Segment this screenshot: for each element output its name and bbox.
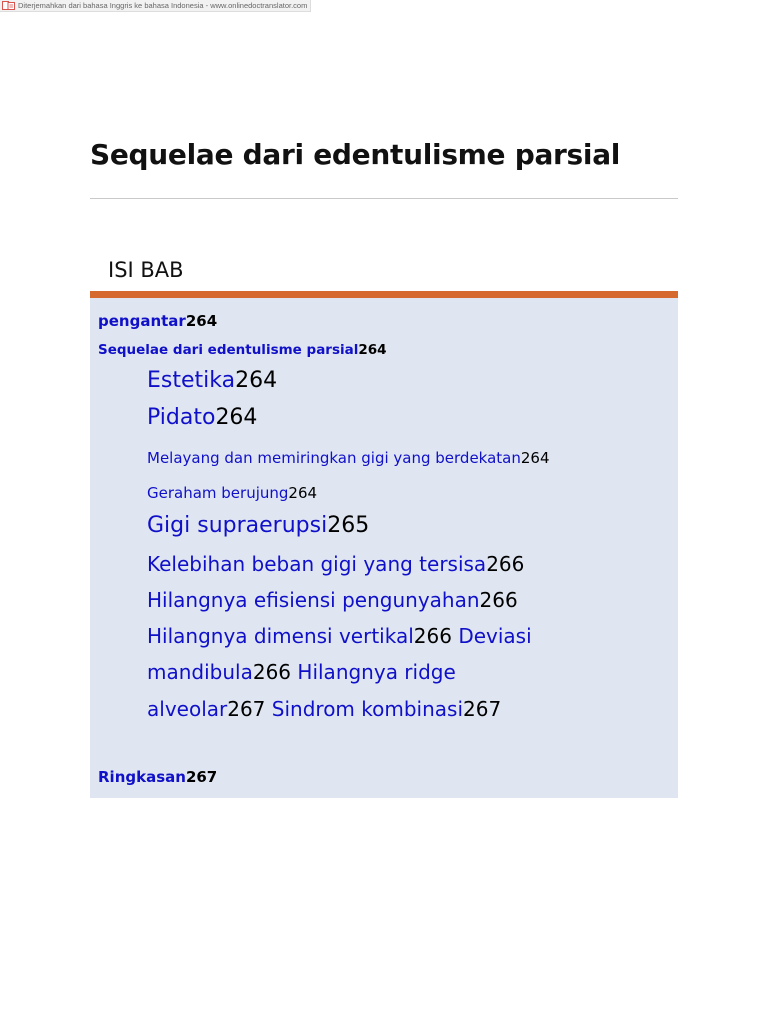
toc-link[interactable]: Hilangnya efisiensi pengunyahan	[147, 588, 480, 612]
toc-page-number: 264	[215, 405, 258, 430]
toc-page-number: 267	[185, 768, 218, 786]
toc-entry-ringkasan	[98, 768, 217, 786]
toc-page-number: 264	[185, 312, 218, 330]
toc-link[interactable]: Melayang dan memiringkan gigi yang berdekatan	[147, 449, 521, 467]
toc-page-number: 266	[479, 588, 518, 612]
toc-entry-alveolar	[147, 697, 501, 721]
toc-entry-geraham	[147, 484, 317, 502]
toc-page-number: 266	[486, 552, 525, 576]
banner-text: Diterjemahkan dari bahasa Inggris ke bahasa Indonesia - www.onlinedoctranslator.com	[18, 1, 308, 10]
toc-entry-dimensi	[147, 624, 532, 648]
toc-page-number: 264	[235, 368, 278, 393]
toc-page-number: 264	[288, 484, 318, 502]
toc-link[interactable]: alveolar	[147, 697, 228, 721]
toc-page-number: 266	[413, 624, 452, 648]
toc-link[interactable]: Sindrom kombinasi	[271, 697, 464, 721]
chapter-contents-heading: ISI BAB	[108, 258, 184, 282]
page-title: Sequelae dari edentulisme parsial	[90, 138, 621, 171]
toc-entry-melayang	[147, 449, 550, 467]
toc-link[interactable]: Geraham berujung	[147, 484, 289, 502]
translator-banner	[0, 0, 311, 12]
toc-entry-pidato	[147, 405, 257, 430]
toc-link[interactable]: Ringkasan	[98, 768, 186, 786]
toc-page-number: 267	[463, 697, 502, 721]
toc-entry-kelebihan	[147, 552, 524, 576]
toc-page-number: 267	[227, 697, 266, 721]
toc-link[interactable]: Hilangnya ridge	[297, 660, 456, 684]
toc-page-number: 266	[252, 660, 292, 684]
toc-page-number: 265	[327, 513, 370, 538]
toc-page-number: 264	[520, 449, 550, 467]
table-of-contents	[90, 298, 678, 798]
toc-entry-supraerupsi	[147, 513, 369, 538]
toc-entry-mandibula	[147, 660, 456, 684]
toc-entry-estetika	[147, 368, 277, 393]
toc-link[interactable]: Hilangnya dimensi vertikal	[147, 624, 414, 648]
toc-link[interactable]: Deviasi	[458, 624, 532, 648]
title-divider	[90, 198, 678, 199]
toc-link[interactable]: Kelebihan beban gigi yang tersisa	[147, 552, 487, 576]
document-translate-icon	[2, 1, 15, 10]
toc-page-number: 264	[358, 342, 387, 358]
toc-entry-sequelae	[98, 342, 387, 358]
toc-link[interactable]: mandibula	[147, 660, 253, 684]
toc-link[interactable]: Estetika	[147, 368, 236, 393]
toc-entry-intro	[98, 312, 217, 330]
toc-link[interactable]: pengantar	[98, 312, 186, 330]
toc-link[interactable]: Sequelae dari edentulisme parsial	[98, 342, 359, 358]
toc-link[interactable]: Gigi supraerupsi	[147, 513, 328, 538]
accent-bar	[90, 291, 678, 298]
toc-entry-efisiensi	[147, 588, 518, 612]
toc-link[interactable]: Pidato	[147, 405, 216, 430]
